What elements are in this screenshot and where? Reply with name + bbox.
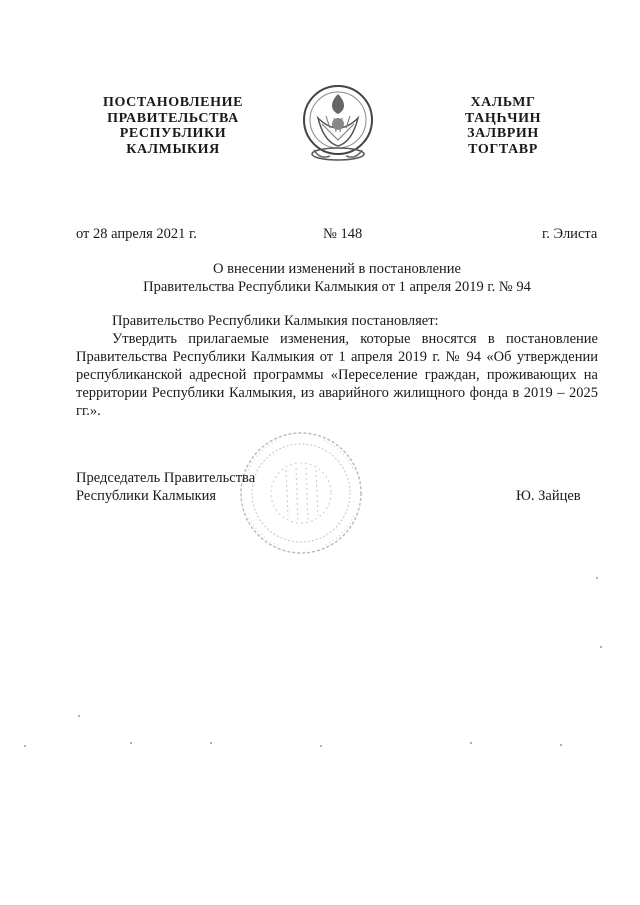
header-left-line: РЕСПУБЛИКИ [119,126,227,141]
document-date: от 28 апреля 2021 г. [76,226,197,242]
header-right-line: ЗАЛВРИН [467,126,539,141]
title-line-1: О внесении изменений в постановление [213,261,461,277]
header-left [88,95,258,157]
header-right-line: ХАЛЬМГ [470,95,536,110]
scan-speck [560,744,562,746]
document-title [76,260,598,296]
official-seal-icon [238,430,364,556]
signatory-position-line-2: Республики Калмыкия [76,488,217,504]
header-right-line: ТОГТАВР [468,141,538,157]
coat-of-arms-icon [300,80,376,164]
header-left-line: КАЛМЫКИЯ [126,141,220,157]
header-right [443,95,563,157]
scan-speck [130,742,132,744]
resolution-intro: Правительство Республики Калмыкия постановляет: [112,313,439,329]
header-right-line: ТАҢҺЧИН [464,110,542,126]
header-left-line: ПОСТАНОВЛЕНИЕ [102,95,244,110]
scan-speck [596,577,598,579]
scan-speck [210,742,212,744]
document-number: № 148 [323,226,363,242]
signatory-position-line-1: Председатель Правительства [76,470,256,486]
scan-speck [78,715,80,717]
header-left-line: ПРАВИТЕЛЬСТВА [107,110,239,126]
scan-speck [600,646,602,648]
scan-speck [24,745,26,747]
scan-speck [470,742,472,744]
title-line-2: Правительства Республики Калмыкия от 1 апреля 2019 г. № 94 [143,279,531,295]
scan-speck [320,745,322,747]
resolution-text: Утвердить прилагаемые изменения, которые вносятся в постановление Правительства Республики Калмыкия от 1 апреля 2019 г. № 94 «Об утверждении республиканской адресной программы «Переселение граждан, проживающих на территории Республики Калмыкия, из аварийного жилищного фонда в 2019 – 2025 гг.». [76,331,598,419]
signatory-name: Ю. Зайцев [516,488,581,504]
document-city: г. Элиста [542,226,598,242]
